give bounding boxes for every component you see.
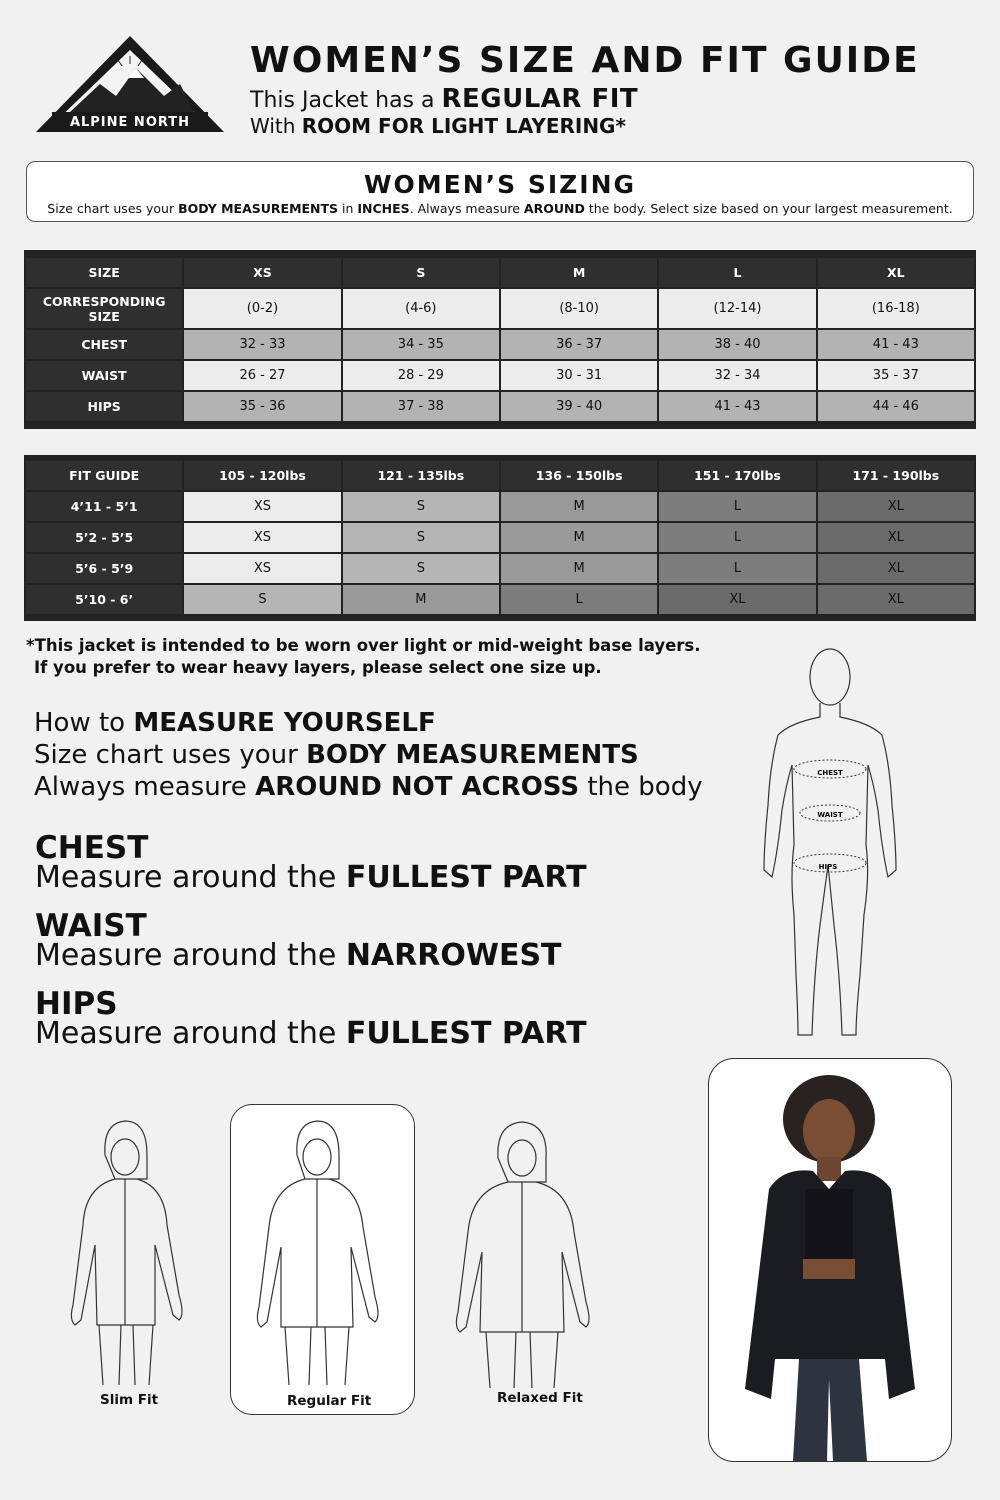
sizing-banner [26, 161, 974, 222]
table-cell: XL [659, 585, 815, 614]
table-row [26, 554, 974, 583]
how-text-bold: AROUND NOT ACROSS [255, 772, 580, 802]
model-photo-illustration [709, 1059, 951, 1461]
fit-type-prefix: This Jacket has a [250, 88, 442, 113]
table-cell: L [501, 585, 657, 614]
instruction-bold: NARROWEST [345, 938, 562, 973]
table-row [26, 392, 974, 421]
table-cell: 37 - 38 [343, 392, 499, 421]
table-cell: 38 - 40 [659, 330, 815, 359]
layering-line [250, 114, 626, 138]
row-header: HIPS [26, 392, 182, 421]
table-cell: 32 - 33 [184, 330, 340, 359]
column-header: 136 - 150lbs [501, 461, 657, 490]
layering-note: *This jacket is intended to be worn over light or mid-weight base layers. [26, 636, 701, 655]
table-row [26, 289, 974, 328]
table-row [26, 361, 974, 390]
layering-prefix: With [250, 114, 302, 138]
hips-heading: HIPS [35, 986, 118, 1022]
how-to-heading [34, 708, 436, 738]
how-text-bold: BODY MEASUREMENTS [306, 740, 639, 770]
table-cell: 44 - 46 [818, 392, 974, 421]
table-cell: L [659, 523, 815, 552]
table-cell: M [501, 523, 657, 552]
column-header: 171 - 190lbs [818, 461, 974, 490]
table-cell: M [343, 585, 499, 614]
desc-part: Size chart uses your [47, 201, 179, 216]
column-header: M [501, 258, 657, 287]
size-chart-table [24, 250, 976, 429]
table-cell: S [343, 523, 499, 552]
table-cell: L [659, 492, 815, 521]
fit-guide-table [24, 455, 976, 621]
instruction-text: Measure around the [35, 938, 346, 973]
how-text: Always measure [34, 772, 256, 802]
column-header: FIT GUIDE [26, 461, 182, 490]
row-header: CORRESPONDING SIZE [26, 289, 182, 328]
table-cell: 34 - 35 [343, 330, 499, 359]
fit-type-line [250, 84, 638, 114]
table-cell: (8-10) [501, 289, 657, 328]
desc-part: in [338, 201, 358, 216]
desc-part: AROUND [523, 201, 585, 216]
chest-heading: CHEST [35, 830, 149, 866]
table-cell: (16-18) [818, 289, 974, 328]
sizing-title: WOMEN’S SIZING [363, 170, 637, 199]
table-cell: (4-6) [343, 289, 499, 328]
row-header: 5’10 - 6’ [26, 585, 182, 614]
column-header: XS [184, 258, 340, 287]
how-text-bold: MEASURE YOURSELF [133, 708, 436, 738]
table-cell: L [659, 554, 815, 583]
table-cell: S [343, 492, 499, 521]
size-up-note: If you prefer to wear heavy layers, please select one size up. [34, 658, 602, 677]
desc-part: INCHES [357, 201, 410, 216]
table-row [26, 523, 974, 552]
row-header: 4’11 - 5’1 [26, 492, 182, 521]
row-header: CHEST [26, 330, 182, 359]
table-cell: 35 - 37 [818, 361, 974, 390]
row-header: WAIST [26, 361, 182, 390]
regular-fit-illustration [245, 1115, 395, 1385]
column-header: XL [818, 258, 974, 287]
table-cell: 36 - 37 [501, 330, 657, 359]
figure-hips-label: HIPS [818, 863, 838, 871]
table-cell: S [343, 554, 499, 583]
column-header: L [659, 258, 815, 287]
table-cell: M [501, 492, 657, 521]
desc-part: the body. Select size based on your largest measurement. [584, 201, 953, 216]
row-header: 5’2 - 5’5 [26, 523, 182, 552]
table-cell: M [501, 554, 657, 583]
page-title: WOMEN’S SIZE AND FIT GUIDE [250, 40, 920, 81]
desc-part: . Always measure [409, 201, 524, 216]
how-text: Size chart uses your [34, 740, 307, 770]
regular-fit-label: Regular Fit [287, 1393, 372, 1409]
waist-heading: WAIST [35, 908, 147, 944]
waist-instruction [35, 938, 562, 973]
table-cell: 35 - 36 [184, 392, 340, 421]
table-header-row [26, 461, 974, 490]
table-cell: 41 - 43 [659, 392, 815, 421]
instruction-bold: FULLEST PART [345, 860, 587, 895]
table-cell: XL [818, 492, 974, 521]
how-text: How to [34, 708, 134, 738]
table-cell: (12-14) [659, 289, 815, 328]
model-photo [708, 1058, 952, 1462]
row-header: 5’6 - 5’9 [26, 554, 182, 583]
table-row [26, 585, 974, 614]
hips-instruction [35, 1016, 587, 1051]
table-cell: XL [818, 554, 974, 583]
slim-fit-label: Slim Fit [100, 1392, 159, 1408]
column-header: SIZE [26, 258, 182, 287]
column-header: 151 - 170lbs [659, 461, 815, 490]
instruction-bold: FULLEST PART [345, 1016, 587, 1051]
instruction-text: Measure around the [35, 1016, 346, 1051]
chest-instruction [35, 860, 587, 895]
table-cell: S [184, 585, 340, 614]
table-cell: 30 - 31 [501, 361, 657, 390]
logo-text: ALPINE NORTH [69, 115, 191, 130]
relaxed-fit-label: Relaxed Fit [497, 1390, 583, 1406]
table-cell: XS [184, 523, 340, 552]
instruction-text: Measure around the [35, 860, 346, 895]
table-cell: 32 - 34 [659, 361, 815, 390]
table-row [26, 330, 974, 359]
column-header: 121 - 135lbs [343, 461, 499, 490]
how-to-line [34, 772, 703, 802]
table-cell: 41 - 43 [818, 330, 974, 359]
table-cell: XL [818, 585, 974, 614]
table-cell: XL [818, 523, 974, 552]
table-cell: 39 - 40 [501, 392, 657, 421]
how-text: the body [579, 772, 703, 802]
sizing-description [27, 201, 973, 216]
layering-value: ROOM FOR LIGHT LAYERING* [301, 114, 626, 138]
table-row [26, 492, 974, 521]
how-to-line [34, 740, 639, 770]
slim-fit-illustration [55, 1115, 205, 1385]
table-cell: XS [184, 554, 340, 583]
body-measurement-figure [750, 645, 910, 1040]
table-cell: (0-2) [184, 289, 340, 328]
table-cell: XS [184, 492, 340, 521]
table-cell: 28 - 29 [343, 361, 499, 390]
table-header-row [26, 258, 974, 287]
fit-type-value: REGULAR FIT [441, 84, 639, 114]
relaxed-fit-illustration [450, 1118, 600, 1388]
figure-chest-label: CHEST [817, 769, 843, 777]
figure-waist-label: WAIST [817, 811, 843, 819]
column-header: S [343, 258, 499, 287]
table-cell: 26 - 27 [184, 361, 340, 390]
column-header: 105 - 120lbs [184, 461, 340, 490]
alpine-north-logo [30, 32, 230, 142]
desc-part: BODY MEASUREMENTS [178, 201, 339, 216]
